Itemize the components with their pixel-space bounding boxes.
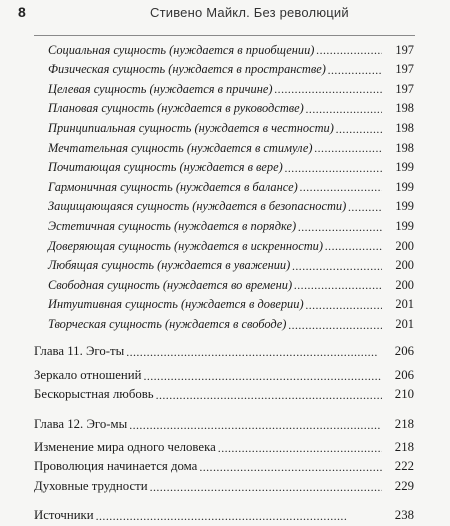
entry-page: 198 [395, 120, 414, 135]
toc-entry[interactable] [0, 256, 450, 276]
entry-page: 198 [395, 101, 414, 116]
entry-title: Почитающая сущность (нуждается в вере) [48, 160, 283, 175]
entry-title: Свободная сущность (нуждается во времени) [48, 277, 293, 292]
entry-title: Эстетичная сущность (нуждается в порядке) [48, 218, 297, 233]
entry-title: Принципиальная сущность (нуждается в честности) [48, 120, 334, 135]
dot-leader [218, 442, 382, 455]
entry-page: 200 [395, 258, 414, 273]
toc-entry[interactable] [0, 385, 450, 405]
dot-leader [306, 299, 382, 312]
dot-leader [298, 221, 382, 234]
entry-page: 222 [394, 459, 414, 474]
entry-title: Защищающаяся сущность (нуждается в безопасности) [48, 199, 347, 214]
entry-page: 229 [394, 478, 414, 493]
entry-title: Доверяющая сущность (нуждается в искренности) [48, 238, 324, 253]
entry-page: 198 [395, 140, 414, 155]
toc-entry[interactable] [0, 60, 450, 80]
toc-entry[interactable] [0, 457, 450, 477]
dot-leader [294, 279, 382, 292]
entry-title: Мечтательная сущность (нуждается в стимуле) [48, 140, 313, 155]
toc-entry[interactable] [0, 295, 450, 315]
entry-title: Глава 11. Эго-ты [34, 344, 125, 359]
entry-page: 199 [395, 199, 414, 214]
dot-leader [199, 461, 382, 474]
dot-leader [316, 44, 382, 57]
dot-leader [348, 201, 382, 214]
toc-entry[interactable] [0, 216, 450, 236]
toc-entry[interactable] [0, 506, 450, 526]
dot-leader [325, 240, 382, 253]
entry-title: Любящая сущность (нуждается в уважении) [48, 258, 291, 273]
toc-entry[interactable] [0, 138, 450, 158]
dot-leader [315, 142, 383, 155]
entry-page: 206 [394, 344, 414, 359]
entry-title: Физическая сущность (нуждается в пространстве) [48, 62, 326, 77]
entry-title: Плановая сущность (нуждается в руководстве) [48, 101, 304, 116]
dot-leader [306, 103, 382, 116]
chapter-12-section [0, 415, 450, 496]
entry-title: Интуитивная сущность (нуждается в доверии) [48, 297, 304, 312]
entry-title: Проволюция начинается дома [34, 459, 198, 474]
entry-title: Глава 12. Эго-мы [34, 417, 128, 432]
toc-entry[interactable] [0, 79, 450, 99]
dot-leader [292, 260, 382, 273]
section-divider [34, 35, 415, 36]
entry-page: 197 [395, 81, 414, 96]
chapter-11-section [0, 342, 450, 405]
toc-entry[interactable] [0, 366, 450, 386]
entry-page: 199 [395, 218, 414, 233]
dot-leader [285, 162, 382, 175]
chapter-heading[interactable] [0, 415, 450, 435]
entry-page: 199 [395, 160, 414, 175]
entry-page: 218 [394, 417, 414, 432]
entry-title: Творческая сущность (нуждается в свободе) [48, 316, 287, 331]
entry-title: Социальная сущность (нуждается в приобщении) [48, 42, 315, 57]
entry-title: Изменение мира одного человека [34, 439, 216, 454]
entry-title: Гармоничная сущность (нуждается в балансе) [48, 179, 298, 194]
dot-leader [300, 181, 382, 194]
toc-entry[interactable] [0, 437, 450, 457]
entry-page: 200 [395, 277, 414, 292]
entry-page: 197 [395, 42, 414, 57]
toc-entry[interactable] [0, 99, 450, 119]
chapter-heading[interactable] [0, 342, 450, 362]
toc-entry[interactable] [0, 158, 450, 178]
toc-entry[interactable] [0, 177, 450, 197]
table-of-contents [0, 40, 450, 526]
dot-leader [126, 346, 382, 359]
entry-title: Бескорыстная любовь [34, 387, 154, 402]
entry-page: 238 [394, 508, 414, 523]
essence-list [0, 40, 450, 334]
dot-leader [143, 370, 382, 383]
dot-leader [336, 123, 382, 136]
entry-page: 201 [395, 316, 414, 331]
dot-leader [275, 83, 382, 96]
page-number: 8 [18, 4, 26, 20]
dot-leader [288, 319, 382, 332]
entry-page: 201 [395, 297, 414, 312]
toc-entry[interactable] [0, 118, 450, 138]
entry-page: 200 [395, 238, 414, 253]
dot-leader [156, 389, 382, 402]
entry-page: 206 [394, 367, 414, 382]
toc-entry[interactable] [0, 236, 450, 256]
running-header [0, 2, 450, 24]
entry-title: Целевая сущность (нуждается в причине) [48, 81, 273, 96]
toc-entry[interactable] [0, 197, 450, 217]
entry-page: 218 [394, 439, 414, 454]
toc-entry[interactable] [0, 40, 450, 60]
dot-leader [150, 481, 382, 494]
entry-page: 199 [395, 179, 414, 194]
dot-leader [328, 64, 382, 77]
dot-leader [129, 419, 382, 432]
entry-title: Духовные трудности [34, 478, 148, 493]
entry-page: 197 [395, 62, 414, 77]
toc-entry[interactable] [0, 275, 450, 295]
entry-title: Источники [34, 508, 94, 523]
entry-page: 210 [394, 387, 414, 402]
dot-leader [96, 510, 382, 523]
sources-section [0, 506, 450, 526]
toc-entry[interactable] [0, 314, 450, 334]
running-title: Стивено Майкл. Без революций [150, 5, 349, 20]
entry-title: Зеркало отношений [34, 367, 142, 382]
toc-entry[interactable] [0, 476, 450, 496]
